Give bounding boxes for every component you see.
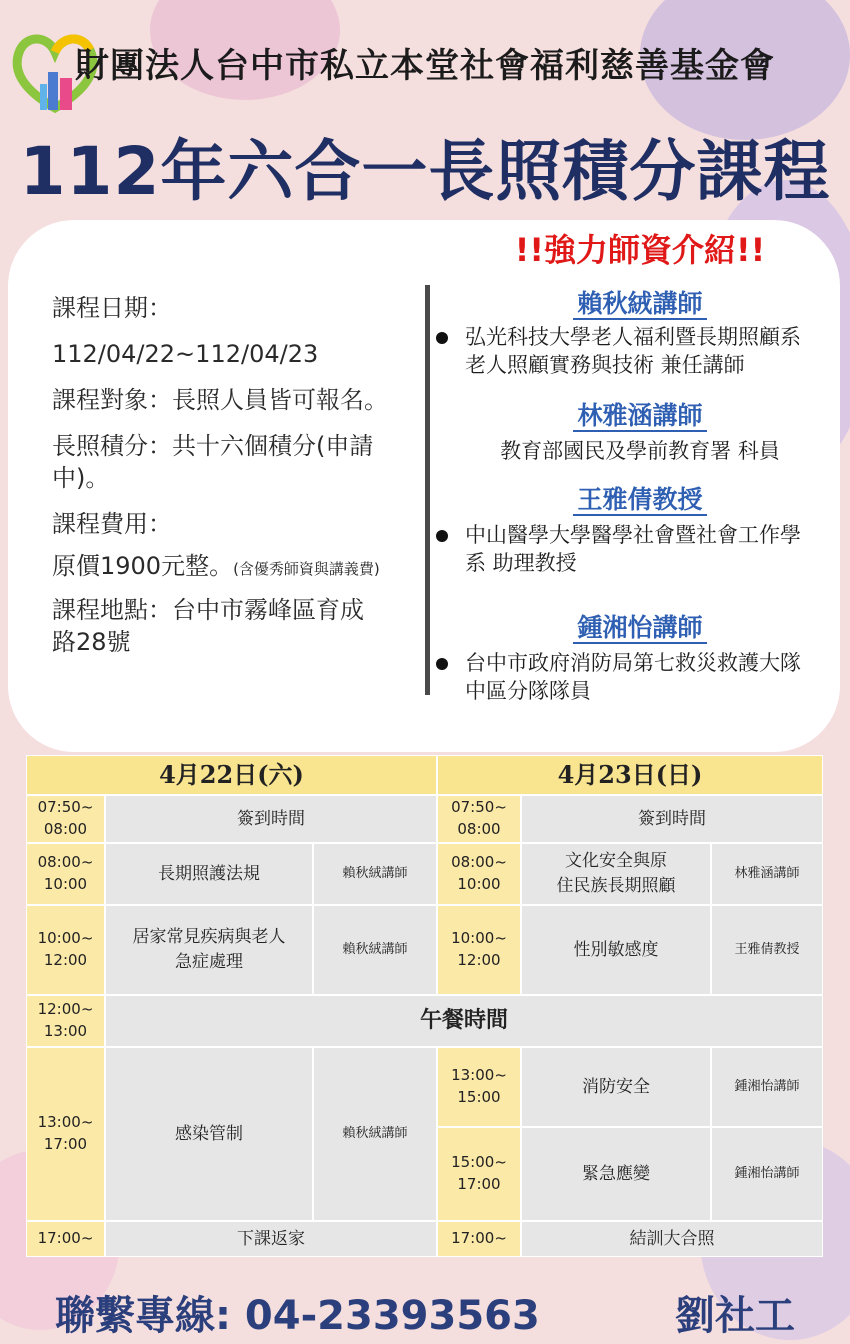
bullet-icon xyxy=(436,332,448,344)
time-slot: 07:50~ 08:00 xyxy=(26,795,105,843)
session-end: 結訓大合照 xyxy=(521,1221,823,1257)
session-title: 文化安全與原 住民族長期照顧 xyxy=(521,843,711,905)
bullet-icon xyxy=(436,658,448,670)
teacher-desc: 老人照顧實務與技術 兼任講師 xyxy=(465,353,745,377)
session-end: 下課返家 xyxy=(105,1221,437,1257)
teacher-desc: 弘光科技大學老人福利暨長期照顧系 xyxy=(465,325,801,349)
bullet-icon xyxy=(436,530,448,542)
session-speaker: 賴秋絨講師 xyxy=(313,843,437,905)
organization-name: 財團法人台中市私立本堂社會福利慈善基金會 xyxy=(75,46,775,86)
time-slot: 08:00~ 10:00 xyxy=(26,843,105,905)
time-slot: 07:50~ 08:00 xyxy=(437,795,521,843)
day1-header: 4月22日(六) xyxy=(26,755,437,795)
time-slot: 17:00~ xyxy=(437,1221,521,1257)
course-target: 課程對象：長照人員皆可報名。 xyxy=(52,386,388,414)
session-title: 消防安全 xyxy=(521,1047,711,1127)
session-speaker: 林雅涵講師 xyxy=(711,843,823,905)
session-speaker: 鍾湘怡講師 xyxy=(711,1047,823,1127)
course-fee-value: 原價1900元整。 xyxy=(52,552,234,580)
time-slot: 13:00~ 17:00 xyxy=(26,1047,105,1221)
session-speaker: 王雅倩教授 xyxy=(711,905,823,995)
teacher-name: 賴秋絨講師 xyxy=(435,284,845,320)
session-title: 居家常見疾病與老人 急症處理 xyxy=(105,905,313,995)
course-venue-line2: 路28號 xyxy=(52,628,131,656)
session-title: 長期照護法規 xyxy=(105,843,313,905)
teacher-desc: 系 助理教授 xyxy=(465,551,577,575)
time-slot: 08:00~ 10:00 xyxy=(437,843,521,905)
teacher-name: 王雅倩教授 xyxy=(435,480,845,516)
session-speaker: 賴秋絨講師 xyxy=(313,905,437,995)
teacher-desc: 中山醫學大學醫學社會暨社會工作學 xyxy=(465,523,801,547)
session-lunch: 午餐時間 xyxy=(105,995,823,1047)
contact-person: 劉社工 xyxy=(675,1293,795,1339)
session-speaker: 賴秋絨講師 xyxy=(313,1047,437,1221)
course-fee-note: (含優秀師資與講義費) xyxy=(233,560,380,578)
teacher-desc: 中區分隊隊員 xyxy=(465,679,591,703)
time-slot: 13:00~ 15:00 xyxy=(437,1047,521,1127)
course-date-label: 課程日期： xyxy=(52,294,172,322)
session-title: 緊急應變 xyxy=(521,1127,711,1221)
time-slot: 12:00~ 13:00 xyxy=(26,995,105,1047)
session-checkin: 簽到時間 xyxy=(105,795,437,843)
course-venue-line1: 課程地點：台中市霧峰區育成 xyxy=(52,596,364,624)
course-fee xyxy=(52,550,424,582)
page-title: 112年六合一長照積分課程 xyxy=(19,133,831,210)
teacher-desc: 台中市政府消防局第七救災救護大隊 xyxy=(465,651,801,675)
session-checkin: 簽到時間 xyxy=(521,795,823,843)
session-speaker: 鍾湘怡講師 xyxy=(711,1127,823,1221)
time-slot: 15:00~ 17:00 xyxy=(437,1127,521,1221)
teacher-name: 鍾湘怡講師 xyxy=(435,608,845,644)
time-slot: 10:00~ 12:00 xyxy=(437,905,521,995)
course-credit-line1: 長照積分：共十六個積分(申請 xyxy=(52,432,374,460)
divider xyxy=(425,285,430,695)
time-slot: 10:00~ 12:00 xyxy=(26,905,105,995)
day2-header: 4月23日(日) xyxy=(437,755,823,795)
teacher-desc: 教育部國民及學前教育署 科員 xyxy=(500,439,780,463)
course-fee-label: 課程費用： xyxy=(52,510,172,538)
session-title: 感染管制 xyxy=(105,1047,313,1221)
promo-heading: !!強力師資介紹!! xyxy=(514,231,766,269)
session-title: 性別敏感度 xyxy=(521,905,711,995)
contact-hotline: 聯繫專線: 04-23393563 xyxy=(55,1293,540,1339)
time-slot: 17:00~ xyxy=(26,1221,105,1257)
course-date-value: 112/04/22~112/04/23 xyxy=(52,340,319,368)
course-credit-line2: 中)。 xyxy=(52,464,110,492)
teacher-name: 林雅涵講師 xyxy=(435,396,845,432)
